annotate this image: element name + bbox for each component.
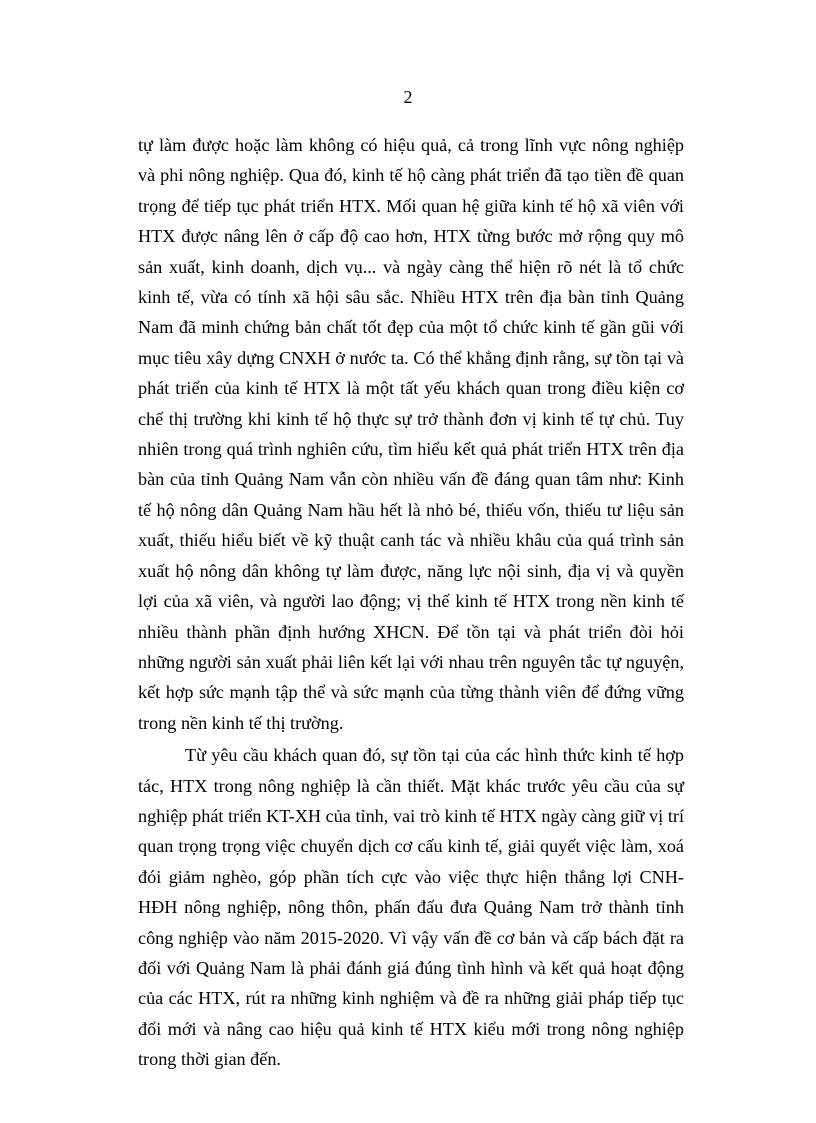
page-number: 2: [403, 87, 413, 107]
paragraph: Từ yêu cầu khách quan đó, sự tồn tại của các hình thức kinh tế hợp tác, HTX trong nông nghiệp là cần thiết. Mặt khác trước yêu cầu của sự nghiệp phát triển KT-XH của tỉnh, vai trò kinh tế HTX ngày càng giữ vị trí quan trọng trọng việc chuyển dịch cơ cấu kinh tế, giải quyết việc làm, xoá đói giảm nghèo, góp phần tích cực vào việc thực hiện thắng lợi CNH-HĐH nông nghiệp, nông thôn, phấn đấu đưa Quảng Nam trở thành tỉnh công nghiệp vào năm 2015-2020. Vì vậy vấn đề cơ bản và cấp bách đặt ra đối với Quảng Nam là phải đánh giá đúng tình hình và kết quả hoạt động của các HTX, rút ra những kinh nghiệm và đề ra những giải pháp tiếp tục đổi mới và nâng cao hiệu quả kinh tế HTX kiểu mới trong nông nghiệp trong thời gian đến.: [138, 745, 684, 1070]
body-text: [138, 130, 684, 1075]
paragraph-continued: tự làm được hoặc làm không có hiệu quả, cả trong lĩnh vực nông nghiệp và phi nông nghiệp. Qua đó, kinh tế hộ càng phát triển đã tạo tiền đề quan trọng để tiếp tục phát triển HTX. Mối quan hệ giữa kinh tế hộ xã viên với HTX được nâng lên ở cấp độ cao hơn, HTX từng bước mở rộng quy mô sản xuất, kinh doanh, dịch vụ... và ngày càng thể hiện rõ nét là tổ chức kinh tế, vừa có tính xã hội sâu sắc. Nhiều HTX trên địa bàn tỉnh Quảng Nam đã minh chứng bản chất tốt đẹp của một tổ chức kinh tế gần gũi với mục tiêu xây dựng CNXH ở nước ta. Có thể khẳng định rằng, sự tồn tại và phát triển của kinh tế HTX là một tất yếu khách quan trong điều kiện cơ chế thị trường khi kinh tế hộ thực sự trở thành đơn vị kinh tế tự chủ. Tuy nhiên trong quá trình nghiên cứu, tìm hiểu kết quả phát triển HTX trên địa bàn của tỉnh Quảng Nam vẫn còn nhiều vấn đề đáng quan tâm như: Kinh tế hộ nông dân Quảng Nam hầu hết là nhỏ bé, thiếu vốn, thiếu tư liệu sản xuất, thiếu hiểu biết về kỹ thuật canh tác và nhiều khâu của quá trình sản xuất hộ nông dân không tự làm được, năng lực nội sinh, địa vị và quyền lợi của xã viên, và người lao động; vị thế kinh tế HTX trong nền kinh tế nhiều thành phần định hướng XHCN. Để tồn tại và phát triển đòi hỏi những người sản xuất phải liên kết lại với nhau trên nguyên tắc tự nguyện, kết hợp sức mạnh tập thể và sức mạnh của từng thành viên để đứng vững trong nền kinh tế thị trường.: [138, 135, 684, 733]
